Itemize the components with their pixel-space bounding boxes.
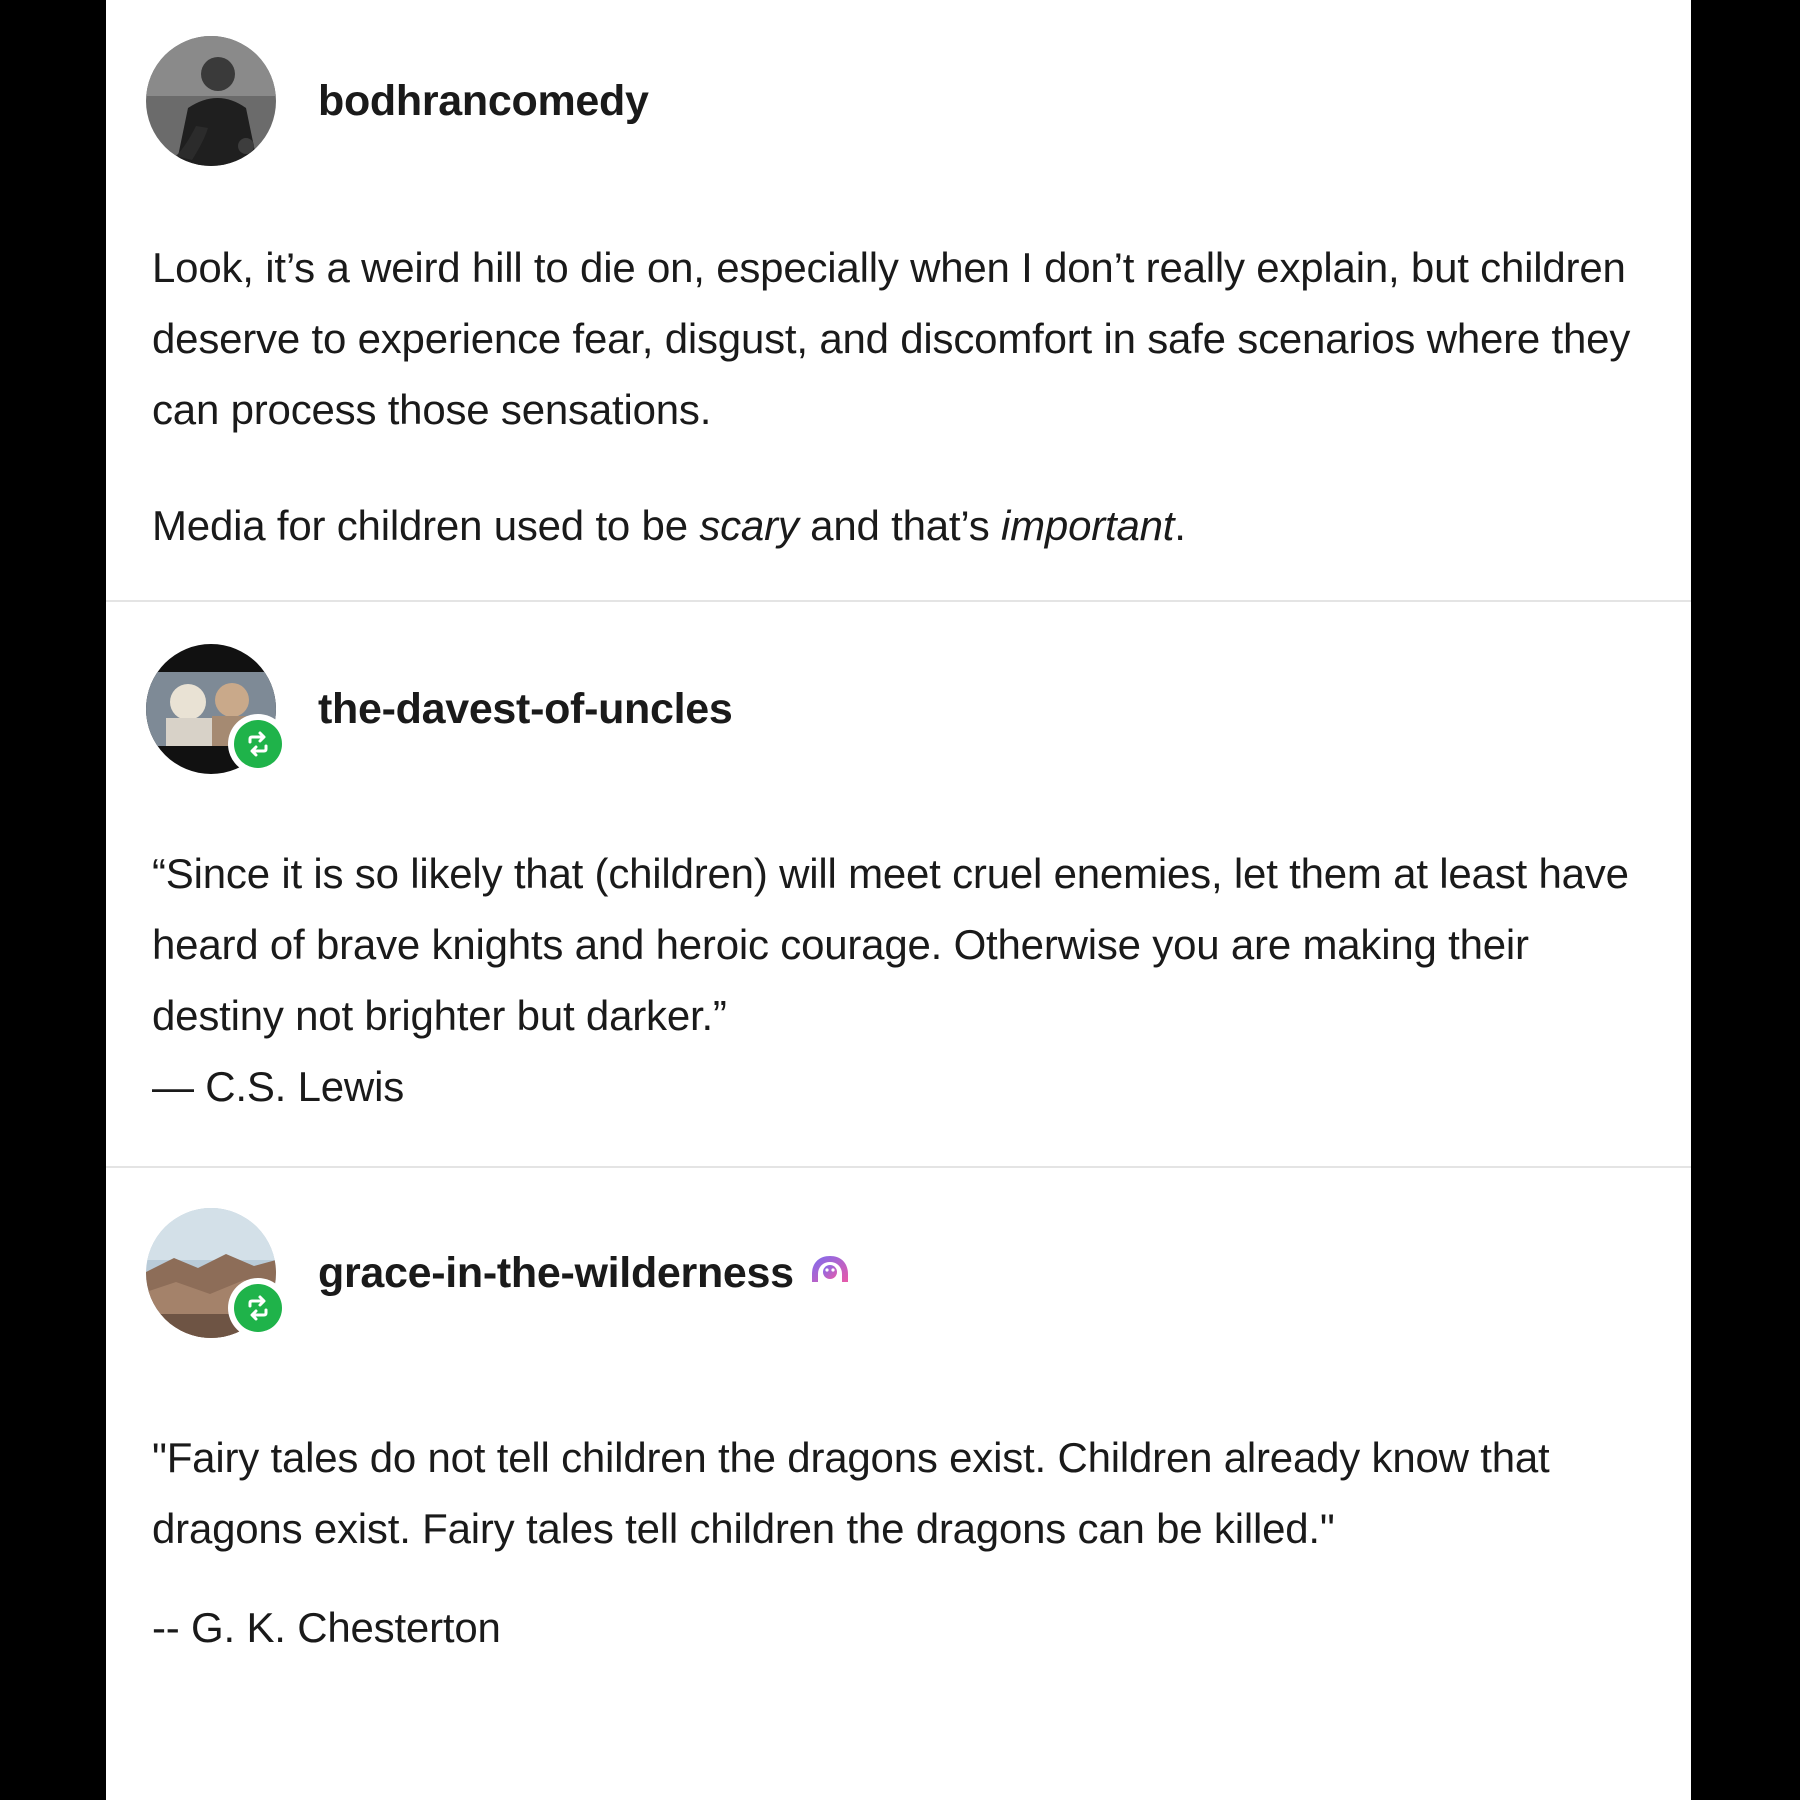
post-header — [146, 644, 733, 774]
post-original — [106, 0, 1691, 600]
avatar[interactable] — [146, 1208, 276, 1338]
quote-attribution: — C.S. Lewis — [152, 1063, 404, 1110]
post-header — [146, 1208, 852, 1338]
post-header — [146, 36, 649, 166]
reblog-thread-panel — [106, 0, 1691, 1800]
paragraph: Look, it’s a weird hill to die on, especially when I don’t really explain, but children deserve to experience fear, disgust, and discomfort in safe scenarios where they can process those sensations. — [152, 244, 1631, 433]
post-body — [152, 838, 1652, 1122]
emphasis-text: important — [1001, 502, 1175, 549]
avatar[interactable] — [146, 644, 276, 774]
post-body — [152, 1422, 1652, 1663]
username[interactable]: the-davest-of-uncles — [318, 684, 733, 733]
text-run: Media for children used to be — [152, 502, 700, 549]
quote-text: “Since it is so likely that (children) will meet cruel enemies, let them at least have heard of brave knights and heroic courage. Otherwise you are making their destiny not brighter but darker.” — [152, 850, 1629, 1039]
emphasis-text: scary — [699, 502, 799, 549]
reblog-badge — [228, 1278, 288, 1338]
reblog-icon — [234, 1284, 282, 1332]
username[interactable]: grace-in-the-wilderness — [318, 1248, 794, 1297]
username[interactable]: bodhrancomedy — [318, 76, 649, 125]
quote-attribution: -- G. K. Chesterton — [152, 1604, 501, 1651]
avatar[interactable] — [146, 36, 276, 166]
text-run: . — [1174, 502, 1186, 549]
post-body — [152, 232, 1652, 561]
quote-text: "Fairy tales do not tell children the dragons exist. Children already know that dragons exist. Fairy tales tell children the dragons can be killed." — [152, 1434, 1550, 1552]
crab-icon[interactable] — [808, 1252, 852, 1295]
reblog-icon — [234, 720, 282, 768]
paragraph — [152, 490, 1652, 561]
avatar-image — [146, 36, 276, 166]
reblog-badge — [228, 714, 288, 774]
post-reblog — [106, 602, 1691, 1166]
post-reblog — [106, 1168, 1691, 1800]
text-run: and that’s — [798, 502, 1001, 549]
